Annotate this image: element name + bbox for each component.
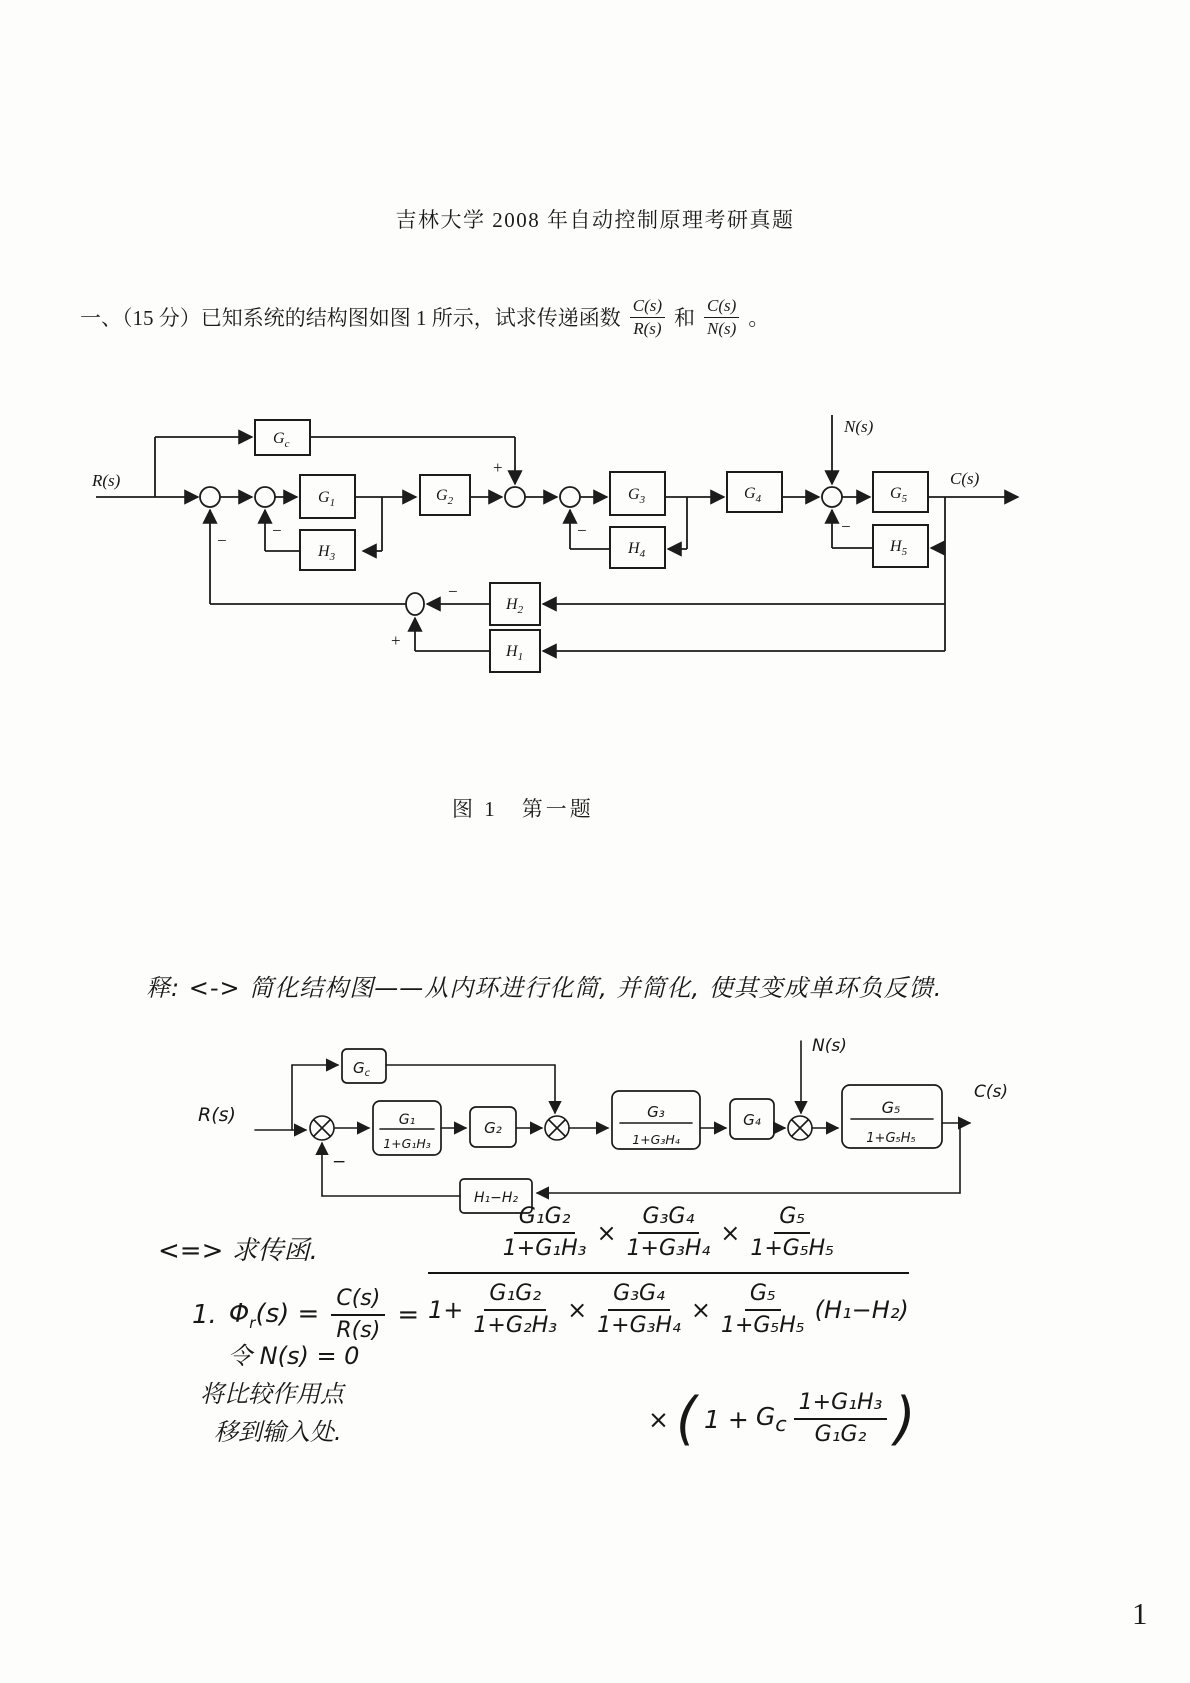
minus-sign-sum2: −: [272, 521, 282, 540]
transfer-function-cn: [704, 296, 739, 338]
times-sign: ×: [648, 1404, 669, 1434]
denominator-term: [721, 1281, 805, 1340]
denominator-term: [597, 1281, 681, 1340]
sketch-noise-label: N(s): [812, 1036, 847, 1056]
plus-sign-h1: +: [391, 631, 401, 650]
numerator-term: [503, 1204, 587, 1263]
times-sign: ×: [567, 1296, 588, 1325]
connector-lines: [96, 415, 1018, 651]
minus-sign-sum4: −: [577, 521, 587, 540]
main-transfer-formula: [428, 1204, 909, 1340]
term-num: G₃G₄: [638, 1204, 700, 1234]
formula-denominator: [428, 1281, 909, 1340]
sketch-g2-label: G₂: [484, 1119, 502, 1137]
numerator-term: [627, 1204, 711, 1263]
sketch-minus-sign: −: [332, 1152, 347, 1172]
figure-caption: 图 1 第一题: [452, 797, 594, 821]
sketch-input-label: R(s): [198, 1104, 236, 1126]
correction-factor: [648, 1385, 916, 1452]
sum-junction-1: [200, 487, 220, 507]
sketch-b1-num: G₁: [398, 1112, 416, 1128]
side-note-3: 移到输入处.: [214, 1418, 342, 1446]
block-diagram-figure1: [88, 398, 1100, 698]
input-signal-label: R(s): [92, 471, 121, 490]
item-number: 1.: [192, 1300, 217, 1331]
block-h1-label: $H_1$: [506, 643, 524, 663]
transfer-function-cr: [630, 296, 665, 338]
term-num: G₃G₄: [608, 1281, 670, 1311]
block-g3-label: $G_3$: [628, 486, 646, 506]
question-1: [80, 296, 769, 338]
sketch-gc-label: $G_c$: [353, 1059, 371, 1079]
block-g4-label: $G_4$: [744, 485, 762, 505]
page-number: 1: [1132, 1596, 1148, 1631]
block-g5-label: $G_5$: [890, 485, 908, 505]
minus-sign-h2: −: [448, 582, 458, 601]
conjunction: 和: [674, 306, 696, 331]
minus-sign-sum5: −: [841, 517, 851, 536]
sum-junction-feedback: [406, 593, 424, 615]
sum-junction-4: [560, 487, 580, 507]
denominator-term: [473, 1281, 557, 1340]
close-paren: ): [894, 1385, 916, 1452]
sum-junction-5: [822, 487, 842, 507]
term-num: G₅: [774, 1204, 810, 1234]
block-h5-label: $H_5$: [890, 538, 908, 558]
sketch-b5-num: G₅: [881, 1098, 901, 1117]
term-num: 1+G₁H₃: [794, 1390, 888, 1420]
den-suffix: (H₁−H₂): [814, 1296, 909, 1325]
minus-sign-sum1: −: [217, 531, 227, 550]
sketch-feedback-label: H₁−H₂: [473, 1190, 519, 1206]
question-period: 。: [748, 306, 770, 331]
times-sign: ×: [596, 1219, 617, 1248]
one-plus: 1 +: [704, 1404, 749, 1434]
gc-symbol: $G_c$: [755, 1402, 787, 1437]
question-text: 一、（15 分）已知系统的结构图如图 1 所示，试求传递函数: [80, 306, 621, 331]
phi-symbol: $\Phi_r(s)$ =: [228, 1298, 320, 1332]
equals-sign: =: [397, 1300, 420, 1331]
side-note-2: 将比较作用点: [200, 1380, 344, 1408]
side-note-1: 令 N(s) = 0: [228, 1342, 360, 1370]
block-h4-label: $H_4$: [628, 540, 646, 560]
frac-denominator: N(s): [707, 318, 737, 338]
term-num: G₁G₂: [484, 1281, 546, 1311]
frac-numerator: C(s): [630, 296, 665, 318]
sketch-g4-label: G₄: [743, 1111, 761, 1129]
frac-denominator: R(s): [336, 1318, 381, 1344]
term-den: 1+G₂H₃: [473, 1313, 558, 1339]
term-den: 1+G₅H₅: [720, 1313, 805, 1339]
times-sign: ×: [690, 1296, 711, 1325]
term-den: 1+G₅H₅: [750, 1236, 835, 1262]
block-h3-label: $H_3$: [318, 543, 336, 563]
times-sign: ×: [720, 1219, 741, 1248]
formula-numerator: [503, 1204, 834, 1263]
sketch-output-label: C(s): [974, 1082, 1008, 1102]
sketch-b5-den: 1+G₅H₅: [866, 1131, 916, 1146]
transfer-function-heading: <=> 求传函.: [158, 1236, 318, 1266]
sum-junction-3: [505, 487, 525, 507]
block-g1-label: $G_1$: [318, 489, 336, 509]
sum-junction-2: [255, 487, 275, 507]
term-num: G₅: [745, 1281, 781, 1311]
frac-numerator: C(s): [704, 296, 739, 318]
den-prefix: 1+: [428, 1296, 464, 1325]
factor-fraction: [794, 1390, 888, 1449]
term-den: 1+G₃H₄: [597, 1313, 681, 1339]
open-paren: (: [675, 1385, 698, 1452]
sketch-b3-num: G₃: [647, 1103, 665, 1121]
block-h2-label: $H_2$: [506, 596, 524, 616]
term-num: G₁G₂: [514, 1204, 576, 1234]
plus-sign-sum3: +: [493, 458, 503, 477]
term-den: 1+G₁H₃: [502, 1236, 587, 1262]
term-den: G₁G₂: [814, 1422, 867, 1448]
handwritten-note: 释: <-> 简化结构图——从内环进行化简, 并简化, 使其变成单环负反馈.: [146, 974, 943, 1002]
sketch-b3-den: 1+G₃H₄: [632, 1132, 680, 1147]
frac-denominator: R(s): [633, 318, 662, 338]
page-title: 吉林大学 2008 年自动控制原理考研真题: [395, 208, 795, 232]
block-gc-label: $G_c$: [273, 430, 290, 450]
frac-numerator: C(s): [331, 1286, 385, 1316]
block-g2-label: $G_2$: [436, 487, 454, 507]
main-fraction-bar: [428, 1272, 909, 1274]
noise-signal-label: N(s): [844, 417, 874, 436]
output-signal-label: C(s): [950, 469, 980, 488]
term-den: 1+G₃H₄: [626, 1236, 711, 1262]
numerator-term: [750, 1204, 834, 1263]
sketch-b1-den: 1+G₁H₃: [383, 1136, 431, 1151]
